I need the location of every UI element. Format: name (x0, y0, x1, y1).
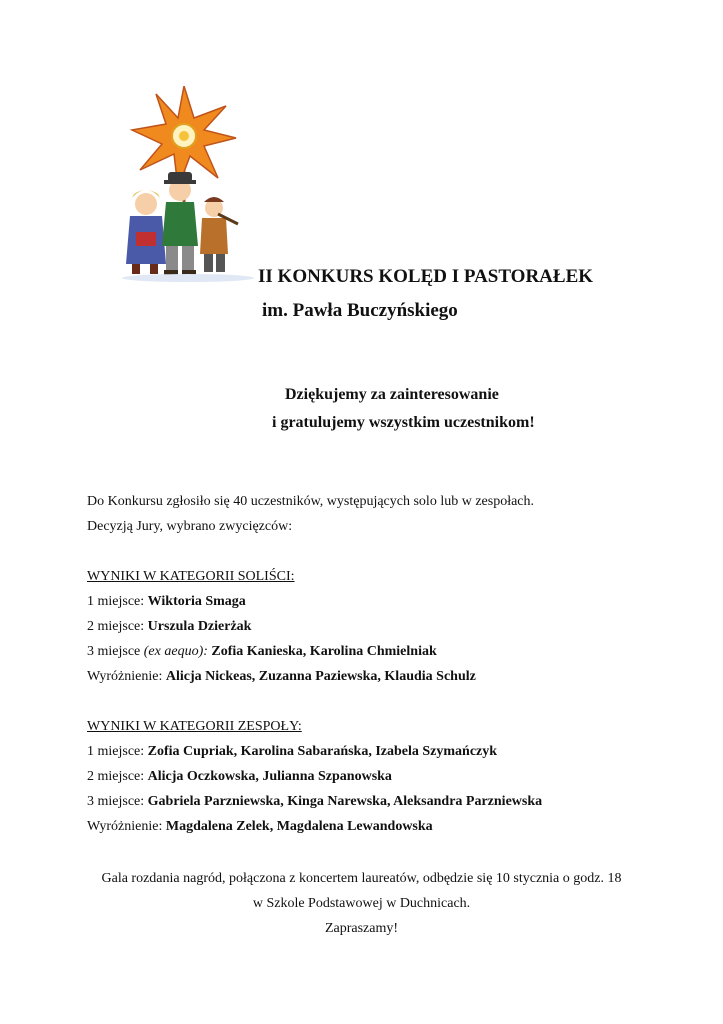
soloists-row-2 (87, 619, 251, 635)
closing-line-3: Zapraszamy! (324, 921, 399, 936)
groups-row-2 (87, 769, 392, 785)
thanks-line-2: i gratulujemy wszystkim uczestnikom! (272, 414, 535, 431)
groups-heading: WYNIKI W KATEGORII ZESPOŁY: (87, 719, 302, 734)
winner-names: Alicja Oczkowska, Julianna Szpanowska (147, 769, 392, 784)
carol-singers-star-illustration (118, 86, 258, 282)
place-label: 2 miejsce: (87, 619, 145, 634)
thanks-line-1: Dziękujemy za zainteresowanie (285, 386, 499, 403)
place-label: 1 miejsce: (87, 594, 145, 609)
place-label: 1 miejsce: (87, 744, 145, 759)
ex-aequo-qualifier: (ex aequo): (143, 644, 208, 659)
soloists-heading: WYNIKI W KATEGORII SOLIŚCI: (87, 569, 295, 584)
intro-line-2: Decyzją Jury, wybrano zwycięzców: (87, 519, 293, 534)
soloists-row-3 (87, 644, 437, 660)
winner-names: Alicja Nickeas, Zuzanna Paziewska, Klaudia Schulz (165, 669, 476, 684)
winner-names: Gabriela Parzniewska, Kinga Narewska, Aleksandra Parzniewska (147, 794, 543, 809)
winner-names: Wiktoria Smaga (147, 594, 246, 609)
place-label: 3 miejsce (87, 644, 141, 659)
closing-line-2: w Szkole Podstawowej w Duchnicach. (252, 896, 471, 911)
place-label: Wyróżnienie: (87, 819, 163, 834)
place-label: 3 miejsce: (87, 794, 145, 809)
winner-names: Magdalena Zelek, Magdalena Lewandowska (165, 819, 433, 834)
groups-row-3 (87, 794, 542, 810)
closing-line-1: Gala rozdania nagród, połączona z koncertem laureatów, odbędzie się 10 stycznia o godz. 18 (101, 871, 622, 886)
groups-row-1 (87, 744, 497, 760)
place-label: Wyróżnienie: (87, 669, 163, 684)
contest-title: II KONKURS KOLĘD I PASTORAŁEK (258, 266, 594, 287)
place-label: 2 miejsce: (87, 769, 145, 784)
groups-row-4 (87, 819, 433, 835)
winner-names: Zofia Kanieska, Karolina Chmielniak (211, 644, 437, 659)
intro-line-1: Do Konkursu zgłosiło się 40 uczestników, występujących solo lub w zespołach. (87, 494, 535, 509)
contest-subtitle: im. Pawła Buczyńskiego (262, 300, 458, 321)
winner-names: Zofia Cupriak, Karolina Sabarańska, Izabela Szymańczyk (147, 744, 498, 759)
winner-names: Urszula Dzierżak (147, 619, 252, 634)
soloists-row-4 (87, 669, 476, 685)
soloists-row-1 (87, 594, 246, 610)
